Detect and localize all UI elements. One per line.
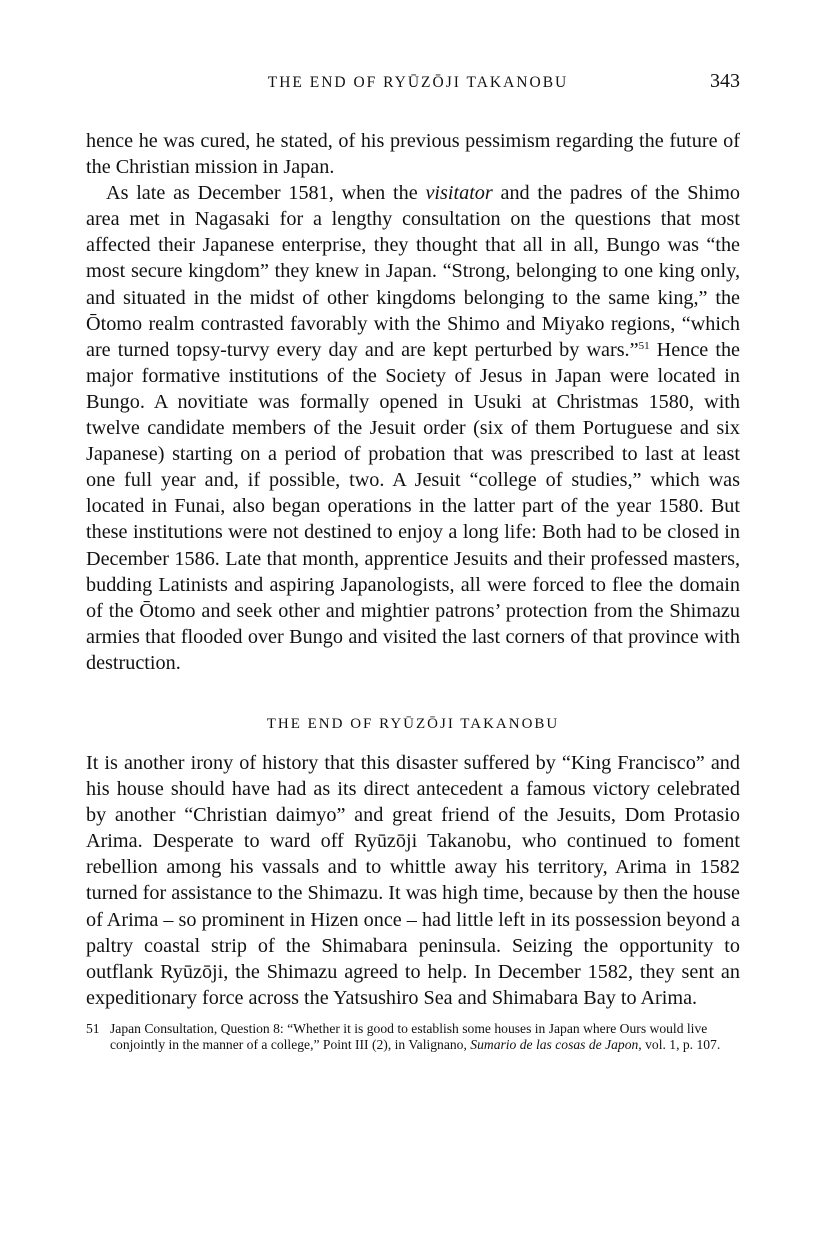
footnote-text	[110, 1021, 740, 1054]
footnote-text-end: vol. 1, p. 107.	[641, 1037, 721, 1053]
paragraph	[86, 750, 740, 1011]
book-page	[86, 70, 740, 1054]
paragraph-text-middle: and the padres of the Shimo area met in Nagasaki for a lengthy consultation on the questions that most affected their Japanese enterprise, they thought that all in all, Bungo was “the most secure kingdom” they knew in Japan. “Strong, belonging to one king only, and situated in the midst of other kingdoms belonging to the same king,” the Ōtomo realm contrasted favorably with the Shimo and Miyako regions, “which are turned topsy-turvy every day and are kept perturbed by wars.”	[86, 182, 741, 361]
running-header	[86, 70, 740, 96]
running-title: THE END OF RYŪZŌJI TAKANOBU	[267, 74, 569, 91]
footnote-text-start: Japan Consultation, Question 8: “Whether it is good to establish some houses in Japan where Ours would live conjointly in the manner of a college,” Point III (2), in Valignano,	[110, 1020, 708, 1053]
paragraph-text-end: Hence the major formative institutions of the Society of Jesus in Japan were located in Bungo. A novitiate was formally opened in Usuki at Christmas 1580, with twelve candidate members of the Jesuit order (six of them Portuguese and six Japanese) starting on a period of probation that was prescribed to last at least one full year and, if possible, two. A Jesuit “college of studies,” which was located in Funai, also began operations in the latter part of the year 1580. But these institutions were not destined to enjoy a long life: Both had to be closed in December 1586. Late that month, apprentice Jesuits and their professed masters, budding Latinists and aspiring Japanologists, all were forced to flee the domain of the Ōtomo and seek other and mightier patrons’ protection from the Shimazu armies that flooded over Bungo and visited the last corners of that province with destruction.	[86, 338, 741, 674]
footnote-number: 51	[86, 1020, 100, 1036]
footnote-reference: 51	[638, 339, 650, 352]
section-heading: THE END OF RYŪZŌJI TAKANOBU	[266, 715, 560, 732]
paragraph-text: It is another irony of history that this disaster suffered by “King Francisco” and his house should have had as its direct antecedent a famous victory celebrated by another “Christian daimyo” and great friend of the Jesuits, Dom Protasio Arima. Desperate to ward off Ryūzōji Takanobu, who continued to foment rebellion among his vassals and to whittle away his territory, Arima in 1582 turned for assistance to the Shimazu. It was high time, because by then the house of Arima – so prominent in Hizen once – had little left in its possession beyond a paltry coastal strip of the Shimabara peninsula. Seizing the opportunity to outflank Ryūzōji, the Shimazu agreed to help. In December 1582, they sent an expeditionary force across the Yatsushiro Sea and Shimabara Bay to Arima.	[86, 751, 740, 1009]
paragraph-text: hence he was cured, he stated, of his previous pessimism regarding the future of the Christian mission in Japan.	[86, 130, 740, 179]
italic-term: visitator	[425, 182, 493, 205]
body-text	[86, 128, 740, 676]
footnote-italic-title: Sumario de las cosas de Japon,	[470, 1037, 642, 1053]
paragraph-text-start: As late as December 1581, when the	[106, 182, 426, 205]
paragraph-continued	[86, 128, 740, 180]
paragraph	[86, 180, 740, 676]
body-text-section	[86, 750, 740, 1011]
page-number: 343	[710, 70, 740, 92]
footnote	[86, 1021, 740, 1054]
